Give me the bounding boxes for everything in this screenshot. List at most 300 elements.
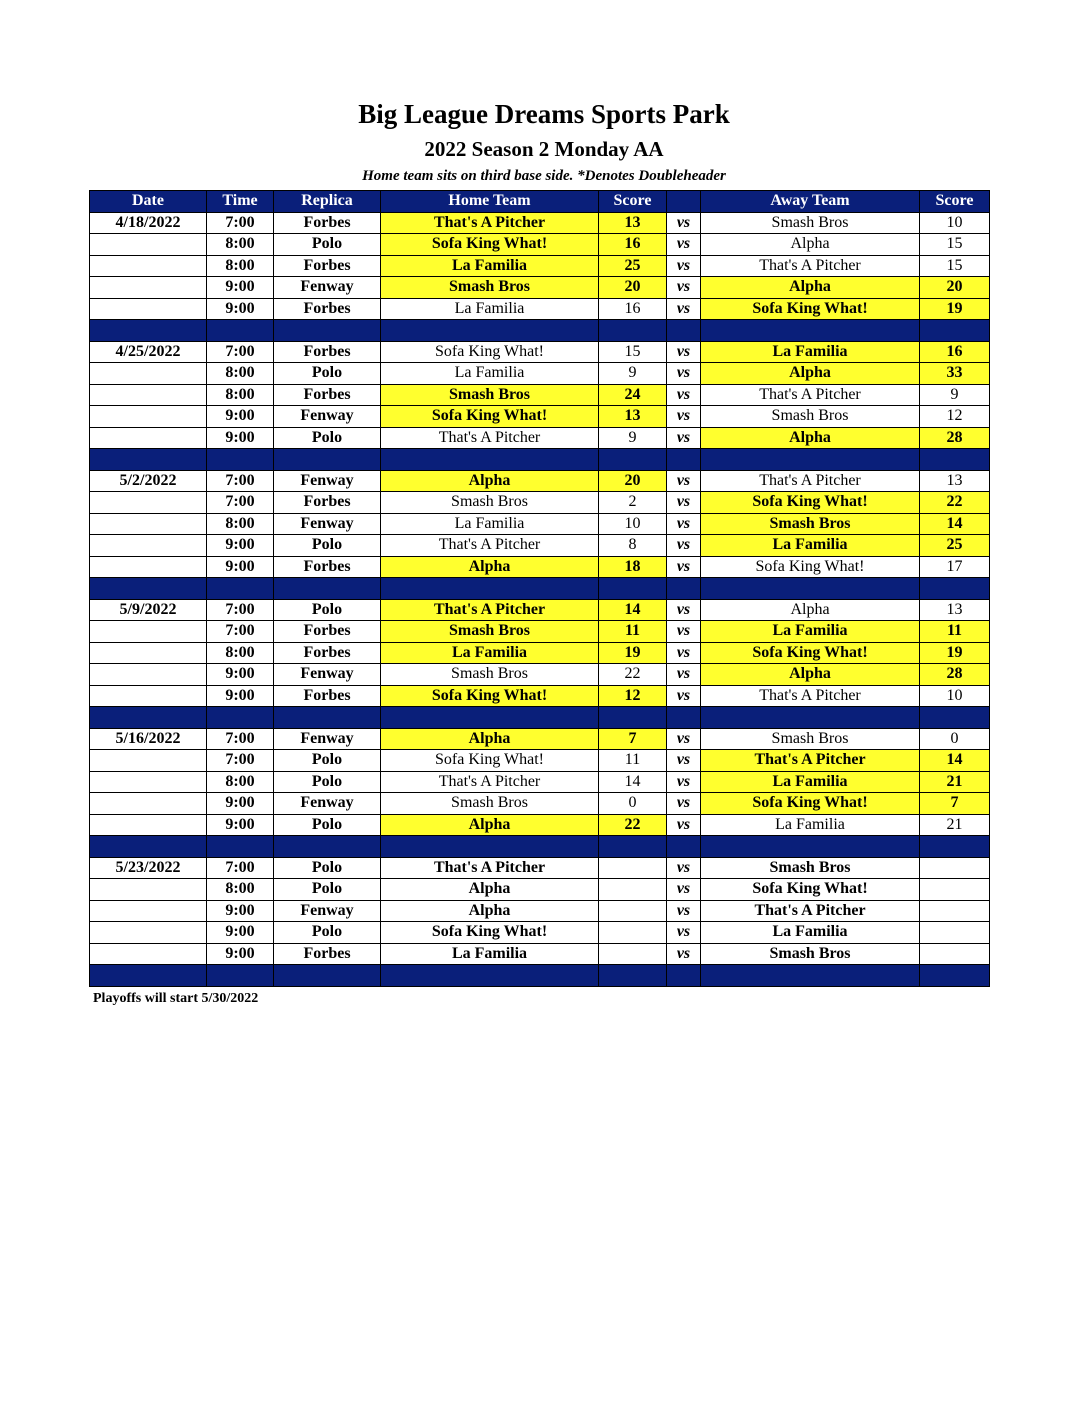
home-team: Alpha	[381, 470, 599, 492]
vs-label: vs	[667, 234, 701, 256]
week-separator-row	[90, 449, 990, 471]
table-row	[90, 556, 990, 578]
game-date	[90, 427, 207, 449]
home-team: La Familia	[381, 943, 599, 965]
game-time: 7:00	[207, 212, 274, 234]
away-score	[920, 857, 990, 879]
away-team: Sofa King What!	[701, 793, 920, 815]
game-field: Polo	[274, 363, 381, 385]
separator-cell	[920, 707, 990, 729]
home-team: That's A Pitcher	[381, 535, 599, 557]
home-team: Sofa King What!	[381, 406, 599, 428]
vs-label: vs	[667, 341, 701, 363]
game-field: Polo	[274, 427, 381, 449]
game-date	[90, 513, 207, 535]
vs-label: vs	[667, 750, 701, 772]
table-row	[90, 771, 990, 793]
separator-cell	[667, 320, 701, 342]
away-score: 16	[920, 341, 990, 363]
away-team: Smash Bros	[701, 406, 920, 428]
away-score: 13	[920, 599, 990, 621]
game-date	[90, 492, 207, 514]
away-score: 0	[920, 728, 990, 750]
game-field: Fenway	[274, 728, 381, 750]
separator-cell	[274, 320, 381, 342]
separator-cell	[207, 449, 274, 471]
table-row	[90, 212, 990, 234]
page-subtitle: 2022 Season 2 Monday AA	[424, 137, 664, 161]
week-separator-row	[90, 320, 990, 342]
game-date	[90, 685, 207, 707]
vs-label: vs	[667, 685, 701, 707]
away-team: La Familia	[701, 771, 920, 793]
game-field: Forbes	[274, 556, 381, 578]
home-team: That's A Pitcher	[381, 599, 599, 621]
col-header-date: Date	[90, 191, 207, 213]
away-team: La Familia	[701, 341, 920, 363]
game-time: 7:00	[207, 750, 274, 772]
vs-label: vs	[667, 556, 701, 578]
away-team: Smash Bros	[701, 943, 920, 965]
away-score	[920, 922, 990, 944]
game-date	[90, 814, 207, 836]
away-score: 13	[920, 470, 990, 492]
vs-label: vs	[667, 621, 701, 643]
game-date	[90, 234, 207, 256]
game-time: 9:00	[207, 922, 274, 944]
separator-cell	[90, 578, 207, 600]
home-team: Smash Bros	[381, 492, 599, 514]
away-score: 10	[920, 212, 990, 234]
separator-cell	[667, 449, 701, 471]
away-score	[920, 900, 990, 922]
week-separator-row	[90, 707, 990, 729]
home-score: 16	[599, 234, 667, 256]
away-score: 19	[920, 642, 990, 664]
home-score: 9	[599, 427, 667, 449]
away-score: 33	[920, 363, 990, 385]
table-row	[90, 728, 990, 750]
table-row	[90, 814, 990, 836]
game-time: 9:00	[207, 298, 274, 320]
away-score: 20	[920, 277, 990, 299]
separator-cell	[599, 707, 667, 729]
table-row	[90, 406, 990, 428]
home-team: That's A Pitcher	[381, 212, 599, 234]
game-field: Polo	[274, 535, 381, 557]
game-time: 8:00	[207, 879, 274, 901]
away-score: 21	[920, 771, 990, 793]
week-separator-row	[90, 965, 990, 987]
game-time: 9:00	[207, 900, 274, 922]
table-row	[90, 427, 990, 449]
separator-cell	[667, 836, 701, 858]
home-score: 22	[599, 664, 667, 686]
home-team: Smash Bros	[381, 384, 599, 406]
table-row	[90, 298, 990, 320]
table-row	[90, 879, 990, 901]
vs-label: vs	[667, 664, 701, 686]
separator-cell	[701, 320, 920, 342]
game-time: 9:00	[207, 685, 274, 707]
away-score: 9	[920, 384, 990, 406]
away-team: Sofa King What!	[701, 642, 920, 664]
separator-cell	[90, 449, 207, 471]
game-date	[90, 556, 207, 578]
table-row	[90, 793, 990, 815]
separator-cell	[920, 836, 990, 858]
table-row	[90, 943, 990, 965]
home-team: Smash Bros	[381, 793, 599, 815]
home-score: 15	[599, 341, 667, 363]
game-date	[90, 535, 207, 557]
home-score	[599, 857, 667, 879]
home-score	[599, 879, 667, 901]
game-time: 9:00	[207, 814, 274, 836]
game-field: Polo	[274, 922, 381, 944]
table-row	[90, 535, 990, 557]
away-score	[920, 943, 990, 965]
game-date	[90, 750, 207, 772]
table-row	[90, 664, 990, 686]
game-field: Fenway	[274, 470, 381, 492]
game-date: 5/23/2022	[90, 857, 207, 879]
separator-cell	[90, 707, 207, 729]
away-team: La Familia	[701, 535, 920, 557]
away-score: 14	[920, 513, 990, 535]
home-team: Sofa King What!	[381, 750, 599, 772]
game-date	[90, 922, 207, 944]
home-score: 20	[599, 277, 667, 299]
game-date	[90, 406, 207, 428]
home-score: 10	[599, 513, 667, 535]
game-field: Forbes	[274, 212, 381, 234]
vs-label: vs	[667, 298, 701, 320]
vs-label: vs	[667, 427, 701, 449]
game-time: 8:00	[207, 642, 274, 664]
away-team: That's A Pitcher	[701, 255, 920, 277]
away-team: That's A Pitcher	[701, 685, 920, 707]
vs-label: vs	[667, 857, 701, 879]
home-score: 9	[599, 363, 667, 385]
week-separator-row	[90, 836, 990, 858]
col-header-away-score: Score	[920, 191, 990, 213]
away-team: Alpha	[701, 363, 920, 385]
separator-cell	[701, 449, 920, 471]
separator-cell	[701, 836, 920, 858]
home-team: Smash Bros	[381, 664, 599, 686]
away-score: 15	[920, 234, 990, 256]
separator-cell	[381, 320, 599, 342]
game-date	[90, 900, 207, 922]
home-team: That's A Pitcher	[381, 427, 599, 449]
away-team: Sofa King What!	[701, 879, 920, 901]
game-field: Fenway	[274, 406, 381, 428]
away-score: 25	[920, 535, 990, 557]
vs-label: vs	[667, 728, 701, 750]
table-row	[90, 492, 990, 514]
vs-label: vs	[667, 943, 701, 965]
separator-cell	[701, 578, 920, 600]
separator-cell	[599, 578, 667, 600]
home-team: That's A Pitcher	[381, 771, 599, 793]
vs-label: vs	[667, 599, 701, 621]
game-time: 7:00	[207, 728, 274, 750]
game-date: 4/18/2022	[90, 212, 207, 234]
separator-cell	[667, 578, 701, 600]
home-team: That's A Pitcher	[381, 857, 599, 879]
game-time: 8:00	[207, 363, 274, 385]
vs-label: vs	[667, 535, 701, 557]
home-score: 19	[599, 642, 667, 664]
game-time: 7:00	[207, 599, 274, 621]
away-score: 28	[920, 427, 990, 449]
game-time: 9:00	[207, 556, 274, 578]
vs-label: vs	[667, 879, 701, 901]
vs-label: vs	[667, 406, 701, 428]
away-team: Sofa King What!	[701, 492, 920, 514]
away-team: Smash Bros	[701, 513, 920, 535]
home-team: Alpha	[381, 728, 599, 750]
game-field: Forbes	[274, 943, 381, 965]
table-row	[90, 922, 990, 944]
home-score	[599, 900, 667, 922]
home-team: Alpha	[381, 879, 599, 901]
separator-cell	[207, 965, 274, 987]
table-row	[90, 255, 990, 277]
home-team: Smash Bros	[381, 277, 599, 299]
home-team: Sofa King What!	[381, 922, 599, 944]
away-team: Alpha	[701, 599, 920, 621]
table-row	[90, 384, 990, 406]
schedule-note: Home team sits on third base side. *Denotes Doubleheader	[362, 168, 726, 184]
home-score: 13	[599, 212, 667, 234]
home-score: 7	[599, 728, 667, 750]
separator-cell	[274, 707, 381, 729]
vs-label: vs	[667, 212, 701, 234]
table-row	[90, 900, 990, 922]
game-date	[90, 621, 207, 643]
col-header-time: Time	[207, 191, 274, 213]
table-row	[90, 341, 990, 363]
away-score: 10	[920, 685, 990, 707]
game-time: 9:00	[207, 427, 274, 449]
col-header-home-team: Home Team	[381, 191, 599, 213]
home-score: 2	[599, 492, 667, 514]
away-team: Alpha	[701, 427, 920, 449]
game-date	[90, 943, 207, 965]
game-time: 8:00	[207, 384, 274, 406]
game-time: 8:00	[207, 234, 274, 256]
game-time: 7:00	[207, 857, 274, 879]
home-score: 16	[599, 298, 667, 320]
separator-cell	[920, 449, 990, 471]
separator-cell	[207, 836, 274, 858]
game-time: 8:00	[207, 771, 274, 793]
away-team: Sofa King What!	[701, 298, 920, 320]
vs-label: vs	[667, 492, 701, 514]
home-score: 22	[599, 814, 667, 836]
home-team: Sofa King What!	[381, 341, 599, 363]
game-date	[90, 384, 207, 406]
separator-cell	[381, 449, 599, 471]
game-time: 7:00	[207, 492, 274, 514]
away-team: Alpha	[701, 664, 920, 686]
game-date	[90, 298, 207, 320]
away-team: Smash Bros	[701, 857, 920, 879]
vs-label: vs	[667, 793, 701, 815]
separator-cell	[90, 320, 207, 342]
separator-cell	[701, 965, 920, 987]
separator-cell	[90, 836, 207, 858]
game-field: Polo	[274, 857, 381, 879]
away-score: 21	[920, 814, 990, 836]
away-team: La Familia	[701, 621, 920, 643]
game-field: Forbes	[274, 298, 381, 320]
week-separator-row	[90, 578, 990, 600]
game-field: Polo	[274, 814, 381, 836]
game-time: 7:00	[207, 470, 274, 492]
game-field: Fenway	[274, 277, 381, 299]
table-row	[90, 621, 990, 643]
separator-cell	[274, 965, 381, 987]
game-time: 9:00	[207, 406, 274, 428]
separator-cell	[274, 836, 381, 858]
game-date	[90, 771, 207, 793]
game-date	[90, 642, 207, 664]
separator-cell	[599, 449, 667, 471]
separator-cell	[701, 707, 920, 729]
separator-cell	[920, 578, 990, 600]
game-field: Forbes	[274, 621, 381, 643]
away-team: That's A Pitcher	[701, 900, 920, 922]
game-date	[90, 255, 207, 277]
game-field: Forbes	[274, 685, 381, 707]
home-score	[599, 943, 667, 965]
away-team: Smash Bros	[701, 212, 920, 234]
vs-label: vs	[667, 470, 701, 492]
home-team: La Familia	[381, 363, 599, 385]
home-team: Sofa King What!	[381, 685, 599, 707]
separator-cell	[381, 707, 599, 729]
away-score	[920, 879, 990, 901]
separator-cell	[90, 965, 207, 987]
away-team: La Familia	[701, 922, 920, 944]
game-field: Polo	[274, 234, 381, 256]
home-team: La Familia	[381, 298, 599, 320]
separator-cell	[920, 320, 990, 342]
home-score: 11	[599, 750, 667, 772]
table-row	[90, 277, 990, 299]
col-header-away-team: Away Team	[701, 191, 920, 213]
table-row	[90, 685, 990, 707]
vs-label: vs	[667, 277, 701, 299]
vs-label: vs	[667, 642, 701, 664]
away-score: 19	[920, 298, 990, 320]
table-row	[90, 599, 990, 621]
schedule-body	[90, 212, 990, 986]
away-score: 22	[920, 492, 990, 514]
separator-cell	[599, 965, 667, 987]
table-row	[90, 470, 990, 492]
game-date	[90, 664, 207, 686]
table-row	[90, 750, 990, 772]
separator-cell	[667, 965, 701, 987]
schedule-table	[89, 190, 990, 987]
playoffs-note: Playoffs will start 5/30/2022	[93, 991, 259, 1006]
game-field: Forbes	[274, 341, 381, 363]
game-field: Forbes	[274, 384, 381, 406]
game-time: 9:00	[207, 535, 274, 557]
vs-label: vs	[667, 771, 701, 793]
game-field: Fenway	[274, 793, 381, 815]
col-header-vs	[667, 191, 701, 213]
home-score: 25	[599, 255, 667, 277]
away-score: 15	[920, 255, 990, 277]
separator-cell	[274, 578, 381, 600]
game-field: Forbes	[274, 255, 381, 277]
away-team: Alpha	[701, 234, 920, 256]
game-time: 9:00	[207, 664, 274, 686]
col-header-home-score: Score	[599, 191, 667, 213]
table-row	[90, 642, 990, 664]
vs-label: vs	[667, 900, 701, 922]
game-date	[90, 879, 207, 901]
vs-label: vs	[667, 384, 701, 406]
game-date: 5/16/2022	[90, 728, 207, 750]
separator-cell	[599, 320, 667, 342]
separator-cell	[381, 836, 599, 858]
table-header-row	[90, 191, 990, 213]
home-team: Sofa King What!	[381, 234, 599, 256]
game-time: 7:00	[207, 621, 274, 643]
game-field: Polo	[274, 599, 381, 621]
away-score: 11	[920, 621, 990, 643]
home-score: 14	[599, 771, 667, 793]
game-time: 8:00	[207, 513, 274, 535]
game-date	[90, 277, 207, 299]
table-row	[90, 363, 990, 385]
separator-cell	[667, 707, 701, 729]
game-time: 9:00	[207, 793, 274, 815]
game-date: 5/9/2022	[90, 599, 207, 621]
vs-label: vs	[667, 513, 701, 535]
game-date: 4/25/2022	[90, 341, 207, 363]
home-score: 0	[599, 793, 667, 815]
game-time: 9:00	[207, 277, 274, 299]
away-score: 28	[920, 664, 990, 686]
away-score: 17	[920, 556, 990, 578]
home-team: Alpha	[381, 814, 599, 836]
separator-cell	[920, 965, 990, 987]
away-team: Sofa King What!	[701, 556, 920, 578]
table-row	[90, 234, 990, 256]
away-team: La Familia	[701, 814, 920, 836]
home-team: Smash Bros	[381, 621, 599, 643]
separator-cell	[381, 965, 599, 987]
game-field: Polo	[274, 879, 381, 901]
vs-label: vs	[667, 814, 701, 836]
away-score: 12	[920, 406, 990, 428]
home-team: Alpha	[381, 900, 599, 922]
game-field: Fenway	[274, 513, 381, 535]
game-date	[90, 363, 207, 385]
separator-cell	[207, 578, 274, 600]
away-team: That's A Pitcher	[701, 384, 920, 406]
away-team: That's A Pitcher	[701, 470, 920, 492]
game-field: Polo	[274, 750, 381, 772]
home-team: Alpha	[381, 556, 599, 578]
